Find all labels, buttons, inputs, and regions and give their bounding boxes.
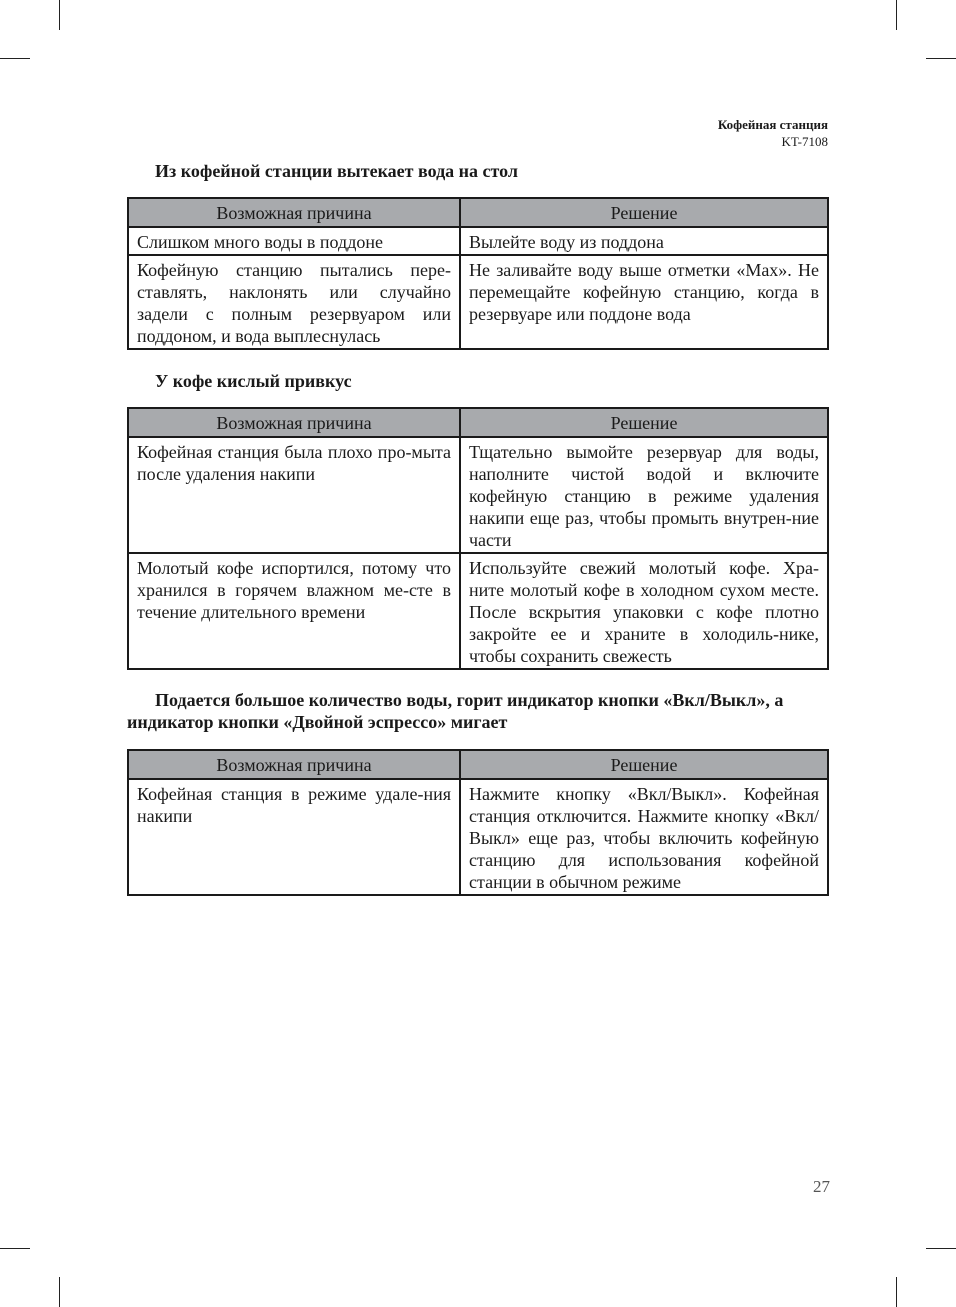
section-title: Подается большое количество воды, горит индикатор кнопки «Вкл/Выкл», а индикатор кнопки «Двойной эспрессо» мигает bbox=[127, 690, 784, 732]
cause-cell: Молотый кофе испортился, потому что хранился в горячем влажном ме-сте в течение длительного времени bbox=[128, 553, 460, 669]
table-row bbox=[128, 437, 828, 553]
column-header-cause: Возможная причина bbox=[128, 408, 460, 437]
column-header-solution: Решение bbox=[460, 750, 828, 779]
table-header-row bbox=[128, 408, 828, 437]
crop-mark bbox=[0, 58, 30, 59]
crop-mark bbox=[926, 58, 956, 59]
solution-cell: Нажмите кнопку «Вкл/Выкл». Кофейная станция отключится. Нажмите кнопку «Вкл/Выкл» еще раз, чтобы включить кофейную станцию для использования кофейной станции в обычном режиме bbox=[460, 779, 828, 895]
table-header-row bbox=[128, 198, 828, 227]
section-title: Из кофейной станции вытекает вода на стол bbox=[155, 161, 519, 181]
crop-mark bbox=[59, 1277, 60, 1307]
crop-mark bbox=[896, 1277, 897, 1307]
cause-cell: Кофейная станция в режиме удале-ния накипи bbox=[128, 779, 460, 895]
column-header-cause: Возможная причина bbox=[128, 750, 460, 779]
page-number: 27 bbox=[813, 1177, 830, 1196]
header-title: Кофейная станция bbox=[717, 117, 828, 132]
cause-cell: Слишком много воды в поддоне bbox=[128, 227, 460, 255]
running-header bbox=[718, 116, 828, 150]
column-header-cause: Возможная причина bbox=[128, 198, 460, 227]
solution-cell: Вылейте воду из поддона bbox=[460, 227, 828, 255]
troubleshooting-table bbox=[127, 749, 829, 896]
header-model: KT-7108 bbox=[781, 134, 828, 149]
cause-cell: Кофейная станция была плохо про-мыта после удаления накипи bbox=[128, 437, 460, 553]
solution-cell: Не заливайте воду выше отметки «Max». Не перемещайте кофейную станцию, когда в резервуаре или поддоне вода bbox=[460, 255, 828, 349]
column-header-solution: Решение bbox=[460, 198, 828, 227]
table-header-row bbox=[128, 750, 828, 779]
section-title: У кофе кислый привкус bbox=[155, 371, 352, 391]
crop-mark bbox=[896, 0, 897, 30]
crop-mark bbox=[0, 1248, 30, 1249]
solution-cell: Используйте свежий молотый кофе. Хра-ните молотый кофе в холодном сухом месте. После вскрытия упаковки с кофе плотно закройте ее и храните в холодиль-нике, чтобы сохранить свежесть bbox=[460, 553, 828, 669]
crop-mark bbox=[926, 1248, 956, 1249]
table-row bbox=[128, 553, 828, 669]
troubleshooting-table bbox=[127, 407, 829, 670]
crop-mark bbox=[59, 0, 60, 30]
table-row bbox=[128, 779, 828, 895]
column-header-solution: Решение bbox=[460, 408, 828, 437]
table-row bbox=[128, 255, 828, 349]
solution-cell: Тщательно вымойте резервуар для воды, наполните чистой водой и включите кофейную станцию в режиме удаления накипи еще раз, чтобы промыть внутрен-ние части bbox=[460, 437, 828, 553]
table-row bbox=[128, 227, 828, 255]
troubleshooting-table bbox=[127, 197, 829, 350]
cause-cell: Кофейную станцию пытались пере-ставлять, наклонять или случайно задели с полным резервуаром или поддоном, и вода выплеснулась bbox=[128, 255, 460, 349]
